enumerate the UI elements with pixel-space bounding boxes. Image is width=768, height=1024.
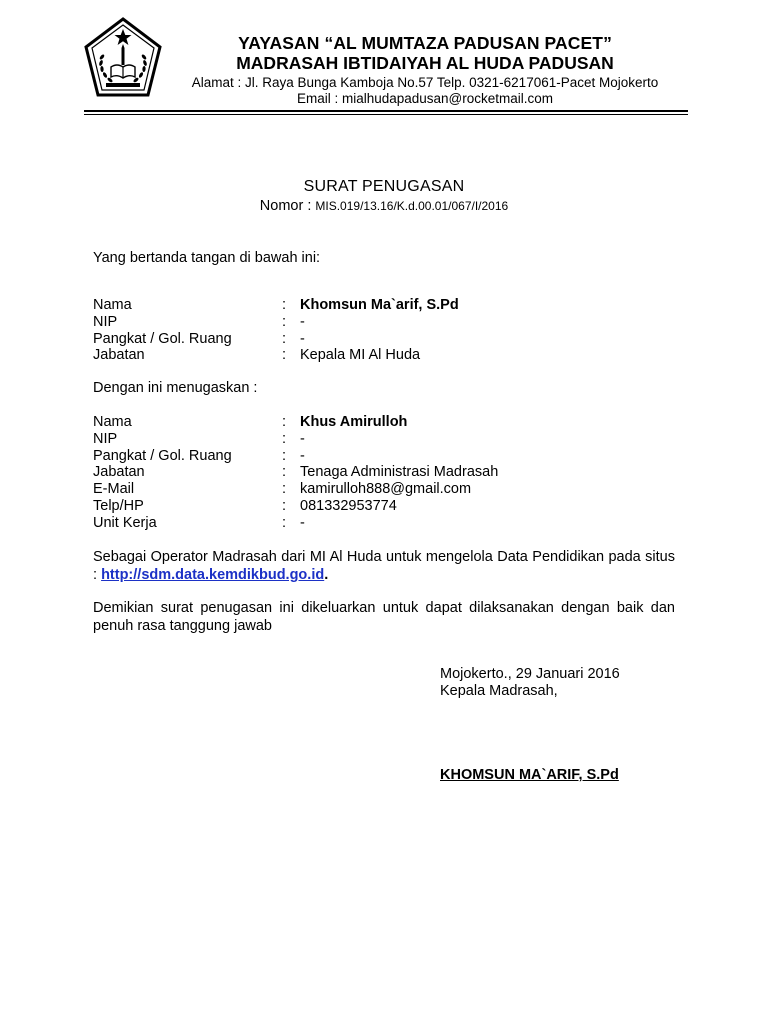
field-row — [93, 347, 613, 364]
field-separator: : — [282, 297, 287, 313]
school-email: Email : mialhudapadusan@rocketmail.com — [296, 91, 554, 106]
letterhead — [170, 33, 680, 107]
intro-text: Yang bertanda tangan di bawah ini: — [93, 250, 321, 266]
field-separator: : — [282, 313, 287, 330]
field-value: - — [300, 430, 305, 447]
field-row — [93, 515, 613, 532]
field-separator: : — [282, 514, 287, 531]
ministry-emblem-icon — [84, 17, 162, 97]
field-row — [93, 314, 613, 331]
field-separator: : — [282, 414, 287, 430]
purpose-paragraph — [93, 548, 675, 584]
field-label: Jabatan — [93, 347, 145, 364]
field-label: E-Mail — [93, 481, 135, 498]
school-address: Alamat : Jl. Raya Bunga Kamboja No.57 Telp. 0321-6217061-Pacet Mojokerto — [191, 75, 659, 90]
field-row — [93, 297, 613, 314]
field-label: Pangkat / Gol. Ruang — [93, 330, 232, 347]
field-value: kamirulloh888@gmail.com — [300, 481, 472, 498]
closing-paragraph: Demikian surat penugasan ini dikeluarkan untuk dapat dilaksanakan dengan baik dan penuh rasa tanggung jawab — [93, 600, 675, 634]
field-separator: : — [282, 464, 287, 481]
letterhead-divider — [84, 110, 688, 112]
field-label: Jabatan — [93, 464, 145, 481]
foundation-name: YAYASAN “AL MUMTAZA PADUSAN PACET” — [238, 33, 612, 53]
field-label: Pangkat / Gol. Ruang — [93, 447, 232, 464]
field-value: - — [300, 514, 305, 531]
field-value: - — [300, 313, 305, 330]
field-label: Nama — [93, 297, 132, 313]
field-row — [93, 481, 613, 498]
field-value: Tenaga Administrasi Madrasah — [300, 464, 499, 481]
field-label: Telp/HP — [93, 498, 144, 514]
field-value: 081332953774 — [300, 498, 397, 514]
field-value: Khus Amirulloh — [300, 414, 408, 430]
field-separator: : — [282, 430, 287, 447]
field-separator: : — [282, 498, 287, 514]
letterhead-divider-thin — [84, 114, 688, 115]
field-row — [93, 464, 613, 481]
signer-name: KHOMSUN MA`ARIF, S.Pd — [440, 767, 619, 783]
purpose-link[interactable]: http://sdm.data.kemdikbud.go.id — [101, 567, 325, 583]
field-separator: : — [282, 347, 287, 364]
place-date: Mojokerto., 29 Januari 2016 — [440, 666, 620, 682]
purpose-text: Sebagai Operator Madrasah dari MI Al Huda untuk mengelola Data Pendidikan pada situs : — [93, 549, 675, 583]
field-row — [93, 448, 613, 465]
field-row — [93, 331, 613, 348]
field-value: Khomsun Ma`arif, S.Pd — [300, 297, 459, 313]
field-value: - — [300, 447, 305, 464]
field-label: NIP — [93, 313, 118, 330]
field-row — [93, 431, 613, 448]
sign-title: Kepala Madrasah, — [440, 683, 558, 699]
assign-intro-text: Dengan ini menugaskan : — [93, 380, 258, 396]
letter-number-value: MIS.019/13.16/K.d.00.01/067/I/2016 — [315, 199, 509, 213]
field-separator: : — [282, 330, 287, 347]
field-label: Nama — [93, 414, 132, 430]
school-name: MADRASAH IBTIDAIYAH AL HUDA PADUSAN — [236, 53, 614, 73]
field-row — [93, 498, 613, 515]
field-value: - — [300, 330, 305, 347]
field-separator: : — [282, 481, 287, 498]
field-separator: : — [282, 447, 287, 464]
field-value: Kepala MI Al Huda — [300, 347, 421, 364]
letter-title: SURAT PENUGASAN — [303, 178, 465, 195]
field-label: Unit Kerja — [93, 514, 157, 531]
field-row — [93, 414, 613, 431]
letter-number-label: Nomor : — [259, 198, 312, 214]
field-label: NIP — [93, 430, 118, 447]
purpose-end: . — [324, 567, 329, 583]
letter-number — [0, 198, 768, 214]
